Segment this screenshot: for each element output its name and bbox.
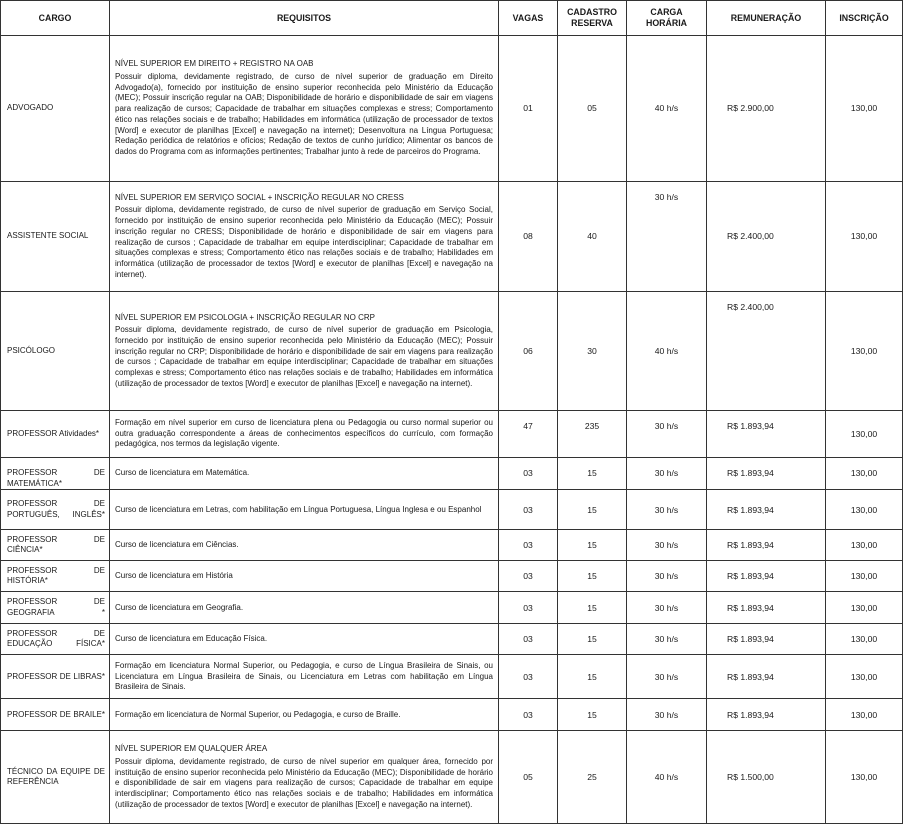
- cell-inscricao: 130,00: [826, 490, 903, 530]
- cell-cargo: [1, 490, 110, 530]
- cell-cargo: [1, 655, 110, 699]
- cell-requisitos: [110, 36, 499, 182]
- cargo-label: PROFESSOR DE HISTÓRIA*: [7, 565, 105, 586]
- table-row: [1, 182, 903, 292]
- cargo-label: PROFESSOR DE EDUCAÇÃO FÍSICA*: [7, 628, 105, 649]
- cell-cadastro-reserva: 235: [558, 411, 627, 458]
- cell-carga-horaria: 40 h/s: [627, 36, 707, 182]
- cell-remuneracao: R$ 1.893,94: [707, 530, 826, 561]
- requisitos-text: Formação em nível superior em curso de licenciatura plena ou Pedagogia ou curso normal superior ou outra graduação correspondente a áreas de conhecimentos específicos do currículo, com formação pedagógica, nos termos da legislação vigente.: [115, 417, 493, 449]
- cell-cadastro-reserva: 30: [558, 292, 627, 411]
- cell-inscricao: 130,00: [826, 655, 903, 699]
- cell-carga-horaria: 30 h/s: [627, 561, 707, 592]
- table-row: [1, 624, 903, 655]
- cell-requisitos: [110, 458, 499, 490]
- cell-cargo: [1, 592, 110, 624]
- requisitos-title: NÍVEL SUPERIOR EM DIREITO + REGISTRO NA OAB: [115, 59, 314, 69]
- cell-vagas: 47: [499, 411, 558, 458]
- table-row: [1, 490, 903, 530]
- cell-vagas: 03: [499, 490, 558, 530]
- cell-cadastro-reserva: 15: [558, 624, 627, 655]
- cell-inscricao: 130,00: [826, 530, 903, 561]
- cargo-label: PROFESSOR DE GEOGRAFIA *: [7, 597, 105, 617]
- cell-remuneracao: R$ 1.893,94: [707, 458, 826, 490]
- cell-cargo: [1, 530, 110, 561]
- cargo-label: PROFESSOR DE LIBRAS*: [7, 671, 105, 681]
- cell-vagas: 06: [499, 292, 558, 411]
- cell-remuneracao: R$ 1.893,94: [707, 655, 826, 699]
- cell-cadastro-reserva: 05: [558, 36, 627, 182]
- cell-cadastro-reserva: 15: [558, 561, 627, 592]
- table-row: [1, 731, 903, 824]
- cargo-label: TÉCNICO DA EQUIPE DE REFERÊNCIA: [7, 766, 105, 787]
- requisitos-text: Formação em licenciatura Normal Superior, ou Pedagogia, e curso de Língua Brasileira de Sinais, ou Licenciatura em Língua Brasileira de Sinais, ou Licenciatura em Letras com habilitação em Língua Brasileira de Sinais.: [115, 660, 493, 692]
- cell-cadastro-reserva: 15: [558, 592, 627, 624]
- cell-cargo: [1, 292, 110, 411]
- requisitos-text: Curso de licenciatura em Geografia.: [115, 602, 244, 612]
- cell-cadastro-reserva: 15: [558, 699, 627, 731]
- cargo-label: ASSISTENTE SOCIAL: [7, 231, 89, 241]
- cell-remuneracao: R$ 1.893,94: [707, 624, 826, 655]
- cell-carga-horaria: 30 h/s: [627, 530, 707, 561]
- cell-vagas: 03: [499, 592, 558, 624]
- cell-carga-horaria: 30 h/s: [627, 458, 707, 490]
- cell-remuneracao: R$ 2.400,00: [707, 292, 826, 411]
- table-row: [1, 655, 903, 699]
- cell-remuneracao: R$ 1.893,94: [707, 411, 826, 458]
- cell-requisitos: [110, 490, 499, 530]
- cell-cadastro-reserva: 15: [558, 490, 627, 530]
- cargo-label: PROFESSOR DE PORTUGUÊS, INGLÊS*: [7, 499, 105, 519]
- cell-inscricao: 130,00: [826, 561, 903, 592]
- cell-inscricao: 130,00: [826, 624, 903, 655]
- requisitos-text: Curso de licenciatura em História: [115, 571, 233, 581]
- requisitos-text: Curso de licenciatura em Matemática.: [115, 468, 250, 478]
- cell-carga-horaria: 30 h/s: [627, 655, 707, 699]
- cell-inscricao: 130,00: [826, 182, 903, 292]
- cell-inscricao: 130,00: [826, 411, 903, 458]
- cargo-label: PSICÓLOGO: [7, 345, 56, 355]
- cell-vagas: 03: [499, 655, 558, 699]
- cell-vagas: 03: [499, 458, 558, 490]
- cell-carga-horaria: 30 h/s: [627, 699, 707, 731]
- table-row: [1, 592, 903, 624]
- cell-cargo: [1, 731, 110, 824]
- cargo-label: PROFESSOR DE MATEMÁTICA*: [7, 468, 105, 488]
- cell-requisitos: [110, 411, 499, 458]
- cell-cargo: [1, 458, 110, 490]
- cell-cadastro-reserva: 40: [558, 182, 627, 292]
- cell-requisitos: [110, 292, 499, 411]
- cell-remuneracao: R$ 2.400,00: [707, 182, 826, 292]
- cell-inscricao: 130,00: [826, 592, 903, 624]
- cell-requisitos: [110, 655, 499, 699]
- cell-cadastro-reserva: 15: [558, 530, 627, 561]
- cell-vagas: 03: [499, 561, 558, 592]
- cell-inscricao: 130,00: [826, 458, 903, 490]
- table-body: [1, 36, 903, 824]
- table-row: [1, 561, 903, 592]
- cell-carga-horaria: 30 h/s: [627, 624, 707, 655]
- header-remuneracao: REMUNERAÇÃO: [707, 1, 826, 36]
- cell-carga-horaria: 40 h/s: [627, 292, 707, 411]
- cell-cargo: [1, 699, 110, 731]
- header-requisitos: REQUISITOS: [110, 1, 499, 36]
- cell-requisitos: [110, 592, 499, 624]
- cell-requisitos: [110, 561, 499, 592]
- requisitos-text: Possuir diploma, devidamente registrado, de curso de nível superior de graduação em Psicologia, fornecido por instituição de ensino superior reconhecida pelo Ministério da Educação (MEC); Possuir inscrição regular no CRP; Disponibilidade de horário e disponibilidade de sair em viagens para realização de cursos ; Capacidade de trabalhar em equipe interdisciplinar; Capacidade de trabalhar em situações complexas e stress; Comportamento ético nas relações sociais e de trabalho; Habilidades em informática (utilização de processador de textos [Word] e executor de planilhas [Excel] e navegação na internet).: [115, 325, 493, 388]
- header-cargo: CARGO: [1, 1, 110, 36]
- requisitos-text: Curso de licenciatura em Ciências.: [115, 540, 239, 550]
- cell-cadastro-reserva: 15: [558, 458, 627, 490]
- cell-vagas: 08: [499, 182, 558, 292]
- cell-requisitos: [110, 731, 499, 824]
- cell-carga-horaria: 30 h/s: [627, 490, 707, 530]
- cell-requisitos: [110, 699, 499, 731]
- header-inscricao: INSCRIÇÃO: [826, 1, 903, 36]
- cell-vagas: 01: [499, 36, 558, 182]
- header-carga-horaria: CARGA HORÁRIA: [627, 1, 707, 36]
- cargo-label: PROFESSOR DE CIÊNCIA*: [7, 534, 105, 555]
- cell-requisitos: [110, 530, 499, 561]
- cell-inscricao: 130,00: [826, 731, 903, 824]
- cell-carga-horaria: 30 h/s: [627, 592, 707, 624]
- cell-cargo: [1, 561, 110, 592]
- cell-vagas: 03: [499, 530, 558, 561]
- requisitos-text: Formação em licenciatura de Normal Superior, ou Pedagogia, e curso de Braille.: [115, 709, 401, 719]
- requisitos-title: NÍVEL SUPERIOR EM SERVIÇO SOCIAL + INSCRIÇÃO REGULAR NO CRESS: [115, 192, 404, 202]
- table-header-row: [1, 1, 903, 36]
- cell-cargo: [1, 624, 110, 655]
- requisitos-title: NÍVEL SUPERIOR EM QUALQUER ÁREA: [115, 744, 268, 754]
- cell-cargo: [1, 411, 110, 458]
- cell-remuneracao: R$ 1.893,94: [707, 490, 826, 530]
- requisitos-title: NÍVEL SUPERIOR EM PSICOLOGIA + INSCRIÇÃO REGULAR NO CRP: [115, 312, 375, 322]
- cell-cargo: [1, 36, 110, 182]
- cell-remuneracao: R$ 1.893,94: [707, 699, 826, 731]
- cell-carga-horaria: 40 h/s: [627, 731, 707, 824]
- requisitos-text: Possuir diploma, devidamente registrado, de curso de nível superior em qualquer área, fornecido por instituição de ensino superior reconhecida pelo Ministério da Educação (MEC); Disponibilidade de horário e disponibilidade de sair em viagens para realização de cursos; Capacidade de trabalhar em equipe interdisciplinar; Comportamento ético nas relações sociais e de trabalho; Habilidades em informática (utilização de processador de textos [Word] e executor de planilhas [Excel] e navegação na internet).: [115, 757, 493, 809]
- requisitos-text: Possuir diploma, devidamente registrado, de curso de nível superior de graduação em Serviço Social, fornecido por instituição de ensino superior reconhecida pelo Ministério da Educação (MEC); Possuir inscrição regular no CRESS; Disponibilidade de horário e disponibilidade de sair em viagens para realização de cursos ; Capacidade de trabalhar em equipe interdisciplinar; Capacidade de trabalhar em situações complexas e stress; Comportamento ético nas relações sociais e de trabalho; Habilidades em informática (utilização de processador de textos [Word] e executor de planilhas [Excel] e navegação na internet).: [115, 205, 493, 279]
- cell-inscricao: 130,00: [826, 699, 903, 731]
- cell-requisitos: [110, 624, 499, 655]
- cell-vagas: 03: [499, 699, 558, 731]
- cargo-label: PROFESSOR Atividades*: [7, 428, 100, 438]
- table-row: [1, 411, 903, 458]
- cargo-label: ADVOGADO: [7, 103, 54, 113]
- cell-cargo: [1, 182, 110, 292]
- table-row: [1, 699, 903, 731]
- table-row: [1, 530, 903, 561]
- cell-inscricao: 130,00: [826, 292, 903, 411]
- requisitos-text: Possuir diploma, devidamente registrado, de curso de nível superior de graduação em Direito Advogado(a), fornecido por instituição de ensino superior reconhecida pelo Ministério da Educação (MEC); Possuir inscrição regular na OAB; Disponibilidade de horário e disponibilidade de sair em viagens para realização de cursos; Capacidade de trabalhar em situações complexas e stress; Comportamento ético nas relações sociais e de trabalho; Habilidades em informática (utilização de processador de textos [Word] e executor de planilhas [Excel] e navegação na internet); Desenvoltura na Língua Portuguesa; Redação periódica de relatórios e ofícios; Redação de textos de cunho jurídico; Alimentar os bancos de dados do Programa com as informações pertinentes; Trabalhar junto à rede de parceiros do Programa.: [115, 72, 493, 156]
- cargo-label: PROFESSOR DE BRAILE*: [7, 709, 105, 719]
- cell-cadastro-reserva: 25: [558, 731, 627, 824]
- cell-carga-horaria: 30 h/s: [627, 182, 707, 292]
- table-row: [1, 292, 903, 411]
- table-row: [1, 36, 903, 182]
- table-row: [1, 458, 903, 490]
- cell-cadastro-reserva: 15: [558, 655, 627, 699]
- cell-remuneracao: R$ 1.893,94: [707, 561, 826, 592]
- requisitos-text: Curso de licenciatura em Educação Física.: [115, 634, 268, 644]
- cell-inscricao: 130,00: [826, 36, 903, 182]
- cell-remuneracao: R$ 1.500,00: [707, 731, 826, 824]
- cell-carga-horaria: 30 h/s: [627, 411, 707, 458]
- header-vagas: VAGAS: [499, 1, 558, 36]
- cell-remuneracao: R$ 2.900,00: [707, 36, 826, 182]
- requisitos-text: Curso de licenciatura em Letras, com habilitação em Língua Portuguesa, Língua Inglesa e ou Espanhol: [115, 504, 482, 514]
- cell-requisitos: [110, 182, 499, 292]
- cell-remuneracao: R$ 1.893,94: [707, 592, 826, 624]
- cell-vagas: 05: [499, 731, 558, 824]
- cell-vagas: 03: [499, 624, 558, 655]
- header-cadastro-reserva: CADASTRO RESERVA: [558, 1, 627, 36]
